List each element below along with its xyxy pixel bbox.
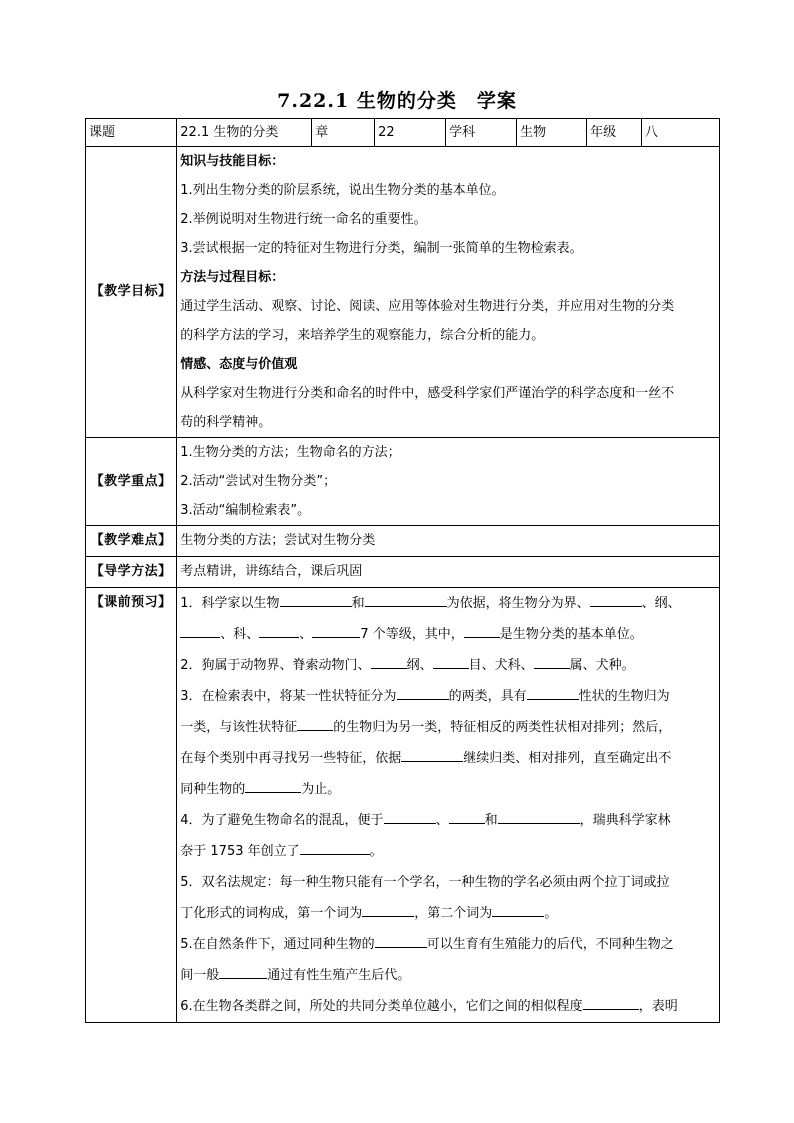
q7-text: ，表明: [638, 999, 678, 1014]
answer-blank[interactable]: [433, 654, 469, 669]
answer-blank[interactable]: [534, 654, 570, 669]
question-5-cont: [180, 898, 716, 929]
question-2: [180, 650, 716, 681]
q5-text: 丁化形式的词构成，第一个词为: [180, 906, 363, 921]
subject-value: 生物: [517, 119, 587, 147]
answer-blank[interactable]: [280, 592, 352, 607]
answer-blank[interactable]: [583, 995, 639, 1010]
key-points-content: [177, 438, 720, 526]
q5-text: 。: [544, 906, 558, 921]
question-6-cont: [180, 960, 716, 991]
chapter-value: 22: [375, 119, 446, 147]
q4-text: ，瑞典科学家林: [579, 813, 671, 828]
emotion-heading: 情感、态度与价值观: [180, 357, 298, 372]
key-point-item: 1.生物分类的方法；生物命名的方法；: [180, 445, 401, 460]
document-title: 7.22.1 生物的分类 学案: [277, 90, 517, 112]
method-text: 的科学方法的学习，来培养学生的观察能力，综合分析的能力。: [180, 328, 545, 343]
q3-text: 的两类，具有: [448, 689, 527, 704]
q3-text: 同种生物的: [180, 782, 246, 797]
answer-blank[interactable]: [401, 747, 463, 762]
q6-text: 可以生育有生殖能力的后代，不同种生物之: [426, 937, 674, 952]
q3-text: 在每个类别中再寻找另一些特征，依据: [180, 751, 402, 766]
q6-text: 通过有性生殖产生后代。: [267, 968, 411, 983]
answer-blank[interactable]: [527, 685, 579, 700]
q5-text: 5．双名法规定：每一种生物只能有一个学名，一种生物的学名必须由两个拉丁词或拉: [180, 875, 670, 890]
method-row: [86, 557, 720, 588]
q5-text: ，第二个词为: [414, 906, 493, 921]
q1-text: 和: [351, 596, 365, 611]
difficulty-label: 【教学难点】: [86, 526, 177, 557]
question-1-cont: [180, 619, 716, 650]
grade-value: 八: [641, 119, 719, 147]
question-3-cont: [180, 712, 716, 743]
q1-text: 为依据，将生物分为界、: [446, 596, 590, 611]
answer-blank[interactable]: [297, 716, 333, 731]
method-text: 考点精讲，讲练结合，课后巩固: [177, 557, 720, 588]
q2-text: 目、犬科、: [468, 658, 534, 673]
q4-text: 。: [369, 844, 383, 859]
question-3: [180, 681, 716, 712]
question-4: [180, 805, 716, 836]
method-label: 【导学方法】: [86, 557, 177, 588]
q2-text: 属、犬种。: [569, 658, 635, 673]
knowledge-heading: 知识与技能目标：: [180, 154, 285, 169]
answer-blank[interactable]: [397, 685, 449, 700]
answer-blank[interactable]: [180, 623, 220, 638]
q4-text: 4．为了避免生物命名的混乱，便于: [180, 813, 384, 828]
answer-blank[interactable]: [590, 592, 642, 607]
answer-blank[interactable]: [245, 778, 301, 793]
difficulty-row: [86, 526, 720, 557]
method-heading: 方法与过程目标：: [180, 270, 285, 285]
q3-text: 3．在检索表中，将某一性状特征分为: [180, 689, 397, 704]
goals-row: [86, 147, 720, 438]
q1-text: 7 个等级，其中，: [360, 627, 464, 642]
goals-label: 【教学目标】: [86, 147, 177, 438]
lesson-plan-table: [85, 118, 720, 1023]
topic-label: 课题: [86, 119, 177, 147]
preview-content: [177, 588, 720, 1023]
q1-text: 、纲、: [641, 596, 681, 611]
q1-text: 是生物分类的基本单位。: [499, 627, 643, 642]
answer-blank[interactable]: [498, 809, 580, 824]
answer-blank[interactable]: [492, 902, 544, 917]
q7-text: 6.在生物各类群之间，所处的共同分类单位越小，它们之间的相似程度: [180, 999, 583, 1014]
q1-text: 1．科学家以生物: [180, 596, 280, 611]
answer-blank[interactable]: [219, 964, 267, 979]
preview-label: 【课前预习】: [86, 588, 177, 1023]
topic-value: 22.1 生物的分类: [177, 119, 312, 147]
answer-blank[interactable]: [371, 654, 407, 669]
question-6: [180, 929, 716, 960]
answer-blank[interactable]: [362, 902, 414, 917]
q3-text: 性状的生物归为: [578, 689, 670, 704]
emotion-text: 从科学家对生物进行分类和命名的时件中，感受科学家们严谨治学的科学态度和一丝不: [180, 386, 675, 401]
q2-text: 2．狗属于动物界、脊索动物门、: [180, 658, 371, 673]
key-point-item: 2.活动“尝试对生物分类”；: [180, 474, 337, 489]
q4-text: 、: [435, 813, 449, 828]
answer-blank[interactable]: [259, 623, 299, 638]
subject-label: 学科: [446, 119, 517, 147]
q3-text: 继续归类、相对排列，直至确定出不: [463, 751, 672, 766]
answer-blank[interactable]: [365, 592, 447, 607]
knowledge-item: 1.列出生物分类的阶层系统，说出生物分类的基本单位。: [180, 183, 505, 198]
q4-text: 和: [484, 813, 498, 828]
q4-text: 奈于 1753 年创立了: [180, 844, 300, 859]
q6-text: 间一般: [180, 968, 220, 983]
q3-text: 的生物归为另一类，特征相反的两类性状相对排列；然后，: [333, 720, 672, 735]
answer-blank[interactable]: [464, 623, 500, 638]
question-3-cont: [180, 774, 716, 805]
key-point-item: 3.活动“编制检索表”。: [180, 503, 311, 518]
header-row: [86, 119, 720, 147]
q2-text: 纲、: [406, 658, 433, 673]
answer-blank[interactable]: [300, 840, 370, 855]
question-1: [180, 588, 716, 619]
q3-text: 为止。: [301, 782, 341, 797]
chapter-label: 章: [312, 119, 375, 147]
difficulty-text: 生物分类的方法；尝试对生物分类: [177, 526, 720, 557]
key-points-row: [86, 438, 720, 526]
emotion-text: 苟的科学精神。: [180, 415, 272, 430]
goals-content: [177, 147, 720, 438]
method-text: 通过学生活动、观察、讨论、阅读、应用等体验对生物进行分类，并应用对生物的分类: [180, 299, 675, 314]
question-3-cont: [180, 743, 716, 774]
answer-blank[interactable]: [449, 809, 485, 824]
q1-text: 、科、: [220, 627, 260, 642]
question-4-cont: [180, 836, 716, 867]
key-points-label: 【教学重点】: [86, 438, 177, 526]
q3-text: 一类，与该性状特征: [180, 720, 298, 735]
knowledge-item: 3.尝试根据一定的特征对生物进行分类，编制一张简单的生物检索表。: [180, 241, 583, 256]
q1-text: 、: [299, 627, 313, 642]
answer-blank[interactable]: [384, 809, 436, 824]
answer-blank[interactable]: [312, 623, 360, 638]
question-5: [180, 867, 716, 898]
question-7: [180, 991, 716, 1022]
knowledge-item: 2.举例说明对生物进行统一命名的重要性。: [180, 212, 427, 227]
grade-label: 年级: [587, 119, 642, 147]
q6-text: 5.在自然条件下，通过同种生物的: [180, 937, 375, 952]
preview-row: [86, 588, 720, 1023]
answer-blank[interactable]: [375, 933, 427, 948]
